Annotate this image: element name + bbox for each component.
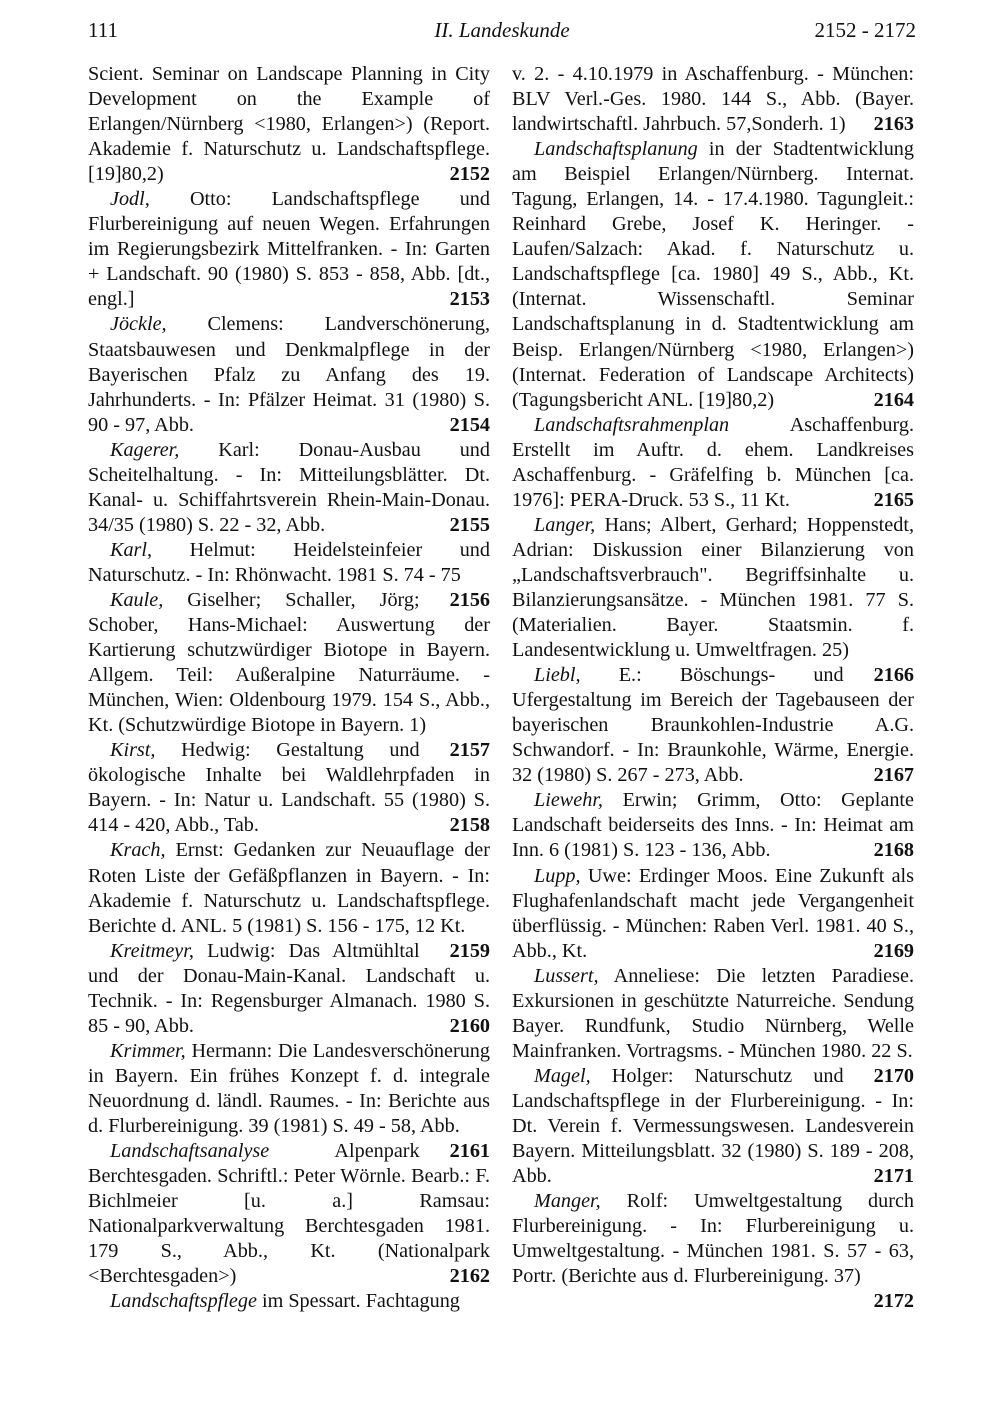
entry-text: Helmut: Heidelsteinfeier und Naturschutz. - In: Rhönwacht. 1981 S. 74 - 75 xyxy=(88,538,490,586)
entry-author: Liewehr, xyxy=(534,789,603,812)
entry-number: 2158 xyxy=(449,814,490,837)
entry-number: 2156 xyxy=(449,588,490,611)
entry-author: Landschaftsplanung xyxy=(534,138,698,161)
left-column xyxy=(88,62,490,1314)
entry-author: Kaule, xyxy=(110,588,164,611)
entry-author: Landschaftsrahmenplan xyxy=(534,413,730,436)
entry-number: 2163 xyxy=(873,113,914,136)
entry-number: 2168 xyxy=(873,839,914,862)
bibliography-entry xyxy=(88,187,490,312)
entry-author: Karl, xyxy=(110,538,153,561)
entry-text: im Spessart. Fachtagung xyxy=(256,1290,460,1313)
entry-text: Giselher; Schaller, Jörg; Schober, Hans-Michael: Auswertung der Kartierung schutzwürdiger Biotope in Bayern. Allgem. Teil: Außeralpine Naturräume. - München, Wien: Oldenbourg 1979. 154 S., Abb., Kt. (Schutzwürdige Biotope in Bayern. 1) xyxy=(88,588,490,737)
page-number: 111 xyxy=(88,18,118,42)
entry-author: Jodl, xyxy=(110,188,150,211)
entry-author: Manger, xyxy=(534,1190,601,1213)
entry-number: 2170 xyxy=(873,1064,914,1087)
entry-author: Krimmer, xyxy=(110,1039,186,1062)
entry-text: Hedwig: Gestaltung und ökologische Inhalte bei Waldlehrpfaden in Bayern. - In: Natur u. Landschaft. 55 (1980) S. 414 - 420, Abb., Tab. xyxy=(88,739,490,837)
entry-number: 2157 xyxy=(449,739,490,762)
entry-text: Scient. Seminar on Landscape Planning in City Development on the Example of Erlangen/Nürnberg <1980, Erlangen>) (Report. Akademie f. Naturschutz u. Landschaftspflege. [19]80,2) xyxy=(88,63,490,186)
entry-text: in der Stadtentwicklung am Beispiel Erlangen/Nürnberg. Internat. Tagung, Erlangen, 14. - 17.4.1980. Tagungleit.: Reinhard Grebe, Josef K. Heringer. - Laufen/Salzach: Akad. f. Naturschutz u. Landschaftspflege [ca. 1980] 49 S., Abb., Kt. (Internat. Wissenschaftl. Seminar Landschaftsplanung in d. Stadtentwicklung am Beisp. Erlangen/Nürnberg <1980, Erlangen>) (Internat. Federation of Landscape Architects) (Tagungsbericht ANL. [19]80,2) xyxy=(512,138,914,411)
entry-text: v. 2. - 4.10.1979 in Aschaffenburg. - München: BLV Verl.-Ges. 1980. 144 S., Abb. (Bayer. landwirtschaftl. Jahrbuch. 57,Sonderh. 1) xyxy=(512,63,914,136)
entry-author: Landschaftspflege xyxy=(110,1290,257,1313)
entry-number: 2166 xyxy=(873,664,914,687)
entry-number: 2162 xyxy=(449,1265,490,1288)
entry-text: Hans; Albert, Gerhard; Hoppenstedt, Adrian: Diskussion einer Bilanzierung von „Landschaftsverbrauch". Begriffsinhalte u. Bilanzierungsansätze. - München 1981. 77 S. (Materialien. Bayer. Staatsmin. f. Landesentwicklung u. Umweltfragen. 25) xyxy=(512,513,914,662)
entry-text: Ludwig: Das Altmühltal und der Donau-Main-Kanal. Landschaft u. Technik. - In: Regensburger Almanach. 1980 S. 85 - 90, Abb. xyxy=(88,939,490,1037)
entry-author: Lussert, xyxy=(534,964,599,987)
entry-author: Jöckle, xyxy=(110,313,167,336)
bibliography-entry xyxy=(512,137,914,413)
entry-author: Kirst, xyxy=(110,739,156,762)
entry-text: Alpenpark Berchtesgaden. Schriftl.: Peter Wörnle. Bearb.: F. Bichlmeier [u. a.] Ramsau: Nationalparkverwaltung Berchtesgaden 1981. 179 S., Abb., Kt. (Nationalpark <Berchtesgaden>) xyxy=(88,1140,490,1288)
bibliography-entry xyxy=(88,312,490,437)
entry-number: 2167 xyxy=(873,764,914,787)
entry-number: 2165 xyxy=(873,488,914,511)
entry-number: 2154 xyxy=(449,413,490,436)
entry-number: 2161 xyxy=(449,1140,490,1163)
entry-text: Ernst: Gedanken zur Neuauflage der Roten Liste der Gefäßpflanzen in Bayern. - In: Akademie f. Naturschutz u. Landschaftspflege. Berichte d. ANL. 5 (1981) S. 156 - 175, 12 Kt. xyxy=(88,839,490,937)
entry-number: 2159 xyxy=(449,939,490,962)
bibliography-entry xyxy=(512,62,914,137)
entry-text: Rolf: Umweltgestaltung durch Flurbereinigung. - In: Flurbereinigung u. Umweltgestaltung. - München 1981. S. 57 - 63, Portr. (Berichte aus d. Flurbereinigung. 37) xyxy=(512,1190,914,1288)
entry-text: Erwin; Grimm, Otto: Geplante Landschaft beiderseits des Inns. - In: Heimat am Inn. 6 (1981) S. 123 - 136, Abb. xyxy=(512,789,914,862)
bibliography-entry xyxy=(512,864,914,964)
right-column xyxy=(512,62,914,1314)
entry-text: Otto: Landschaftspflege und Flurbereinigung auf neuen Wegen. Erfahrungen im Regierungsbezirk Mittelfranken. - In: Garten + Landschaft. 90 (1980) S. 853 - 858, Abb. [dt., engl.] xyxy=(88,188,490,311)
entry-text: Clemens: Landverschönerung, Staatsbauwesen und Denkmalpflege in der Bayerischen Pfalz zu Anfang des 19. Jahrhunderts. - In: Pfälzer Heimat. 31 (1980) S. 90 - 97, Abb. xyxy=(88,313,490,436)
bibliography-entry xyxy=(512,413,914,513)
entry-number: 2172 xyxy=(873,1290,914,1313)
entry-text: E.: Böschungs- und Ufergestaltung im Bereich der Tagebauseen der bayerischen Braunkohlen-Industrie A.G. Schwandorf. - In: Braunkohle, Wärme, Energie. 32 (1980) S. 267 - 273, Abb. xyxy=(512,664,914,787)
entry-author: Kreitmeyr, xyxy=(110,939,194,962)
entry-text: Karl: Donau-Ausbau und Scheitelhaltung. - In: Mitteilungsblätter. Dt. Kanal- u. Schiffahrtsverein Rhein-Main-Donau. 34/35 (1980) S. 22 - 32, Abb. xyxy=(88,438,490,536)
page-header xyxy=(88,18,916,48)
entry-author: Lupp, xyxy=(534,864,581,887)
entry-number: 2164 xyxy=(873,388,914,411)
entry-text: Holger: Naturschutz und Landschaftspflege in der Flurbereinigung. - In: Dt. Verein f. Vermessungswesen. Landesverein Bayern. Mitteilungsblatt. 32 (1980) S. 189 - 208, Abb. xyxy=(512,1064,914,1188)
entry-author: Langer, xyxy=(534,513,596,536)
entry-author: Kagerer, xyxy=(110,438,180,461)
entry-range: 2152 - 2172 xyxy=(814,18,916,42)
bibliography-entry xyxy=(88,62,490,187)
section-title: II. Landeskunde xyxy=(434,18,570,42)
entry-number: 2152 xyxy=(449,163,490,186)
entry-author: Liebl, xyxy=(534,664,581,687)
entry-author: Krach, xyxy=(110,839,166,862)
entry-author: Magel, xyxy=(534,1064,591,1087)
entry-text: Uwe: Erdinger Moos. Eine Zukunft als Flughafenlandschaft macht jede Vergangenheit überflüssig. - München: Raben Verl. 1981. 40 S., Abb., Kt. xyxy=(512,864,914,962)
bibliography-entry xyxy=(512,1189,914,1313)
entry-number: 2171 xyxy=(873,1165,914,1188)
entry-text: Hermann: Die Landesverschönerung in Bayern. Ein frühes Konzept f. d. integrale Neuordnung d. ländl. Raumes. - In: Berichte aus d. Flurbereinigung. 39 (1981) S. 49 - 58, Abb. xyxy=(88,1039,490,1137)
bibliography-entry xyxy=(512,788,914,863)
entry-text: Anneliese: Die letzten Paradiese. Exkursionen in geschützte Naturreiche. Sendung Bayer. Rundfunk, Studio Nürnberg, Welle Mainfranken. Vortragsms. - München 1980. 22 S. xyxy=(512,964,914,1062)
entry-text: Aschaffenburg. Erstellt im Auftr. d. ehem. Landkreises Aschaffenburg. - Gräfelfing b. München [ca. 1976]: PERA-Druck. 53 S., 11 Kt. xyxy=(512,413,914,511)
entry-number: 2153 xyxy=(449,288,490,311)
entry-number: 2160 xyxy=(449,1014,490,1037)
bibliography-entry xyxy=(88,438,490,538)
entry-number: 2169 xyxy=(873,939,914,962)
entry-number: 2155 xyxy=(449,513,490,536)
bibliography-entry xyxy=(88,1289,490,1314)
entry-author: Landschaftsanalyse xyxy=(110,1140,270,1163)
